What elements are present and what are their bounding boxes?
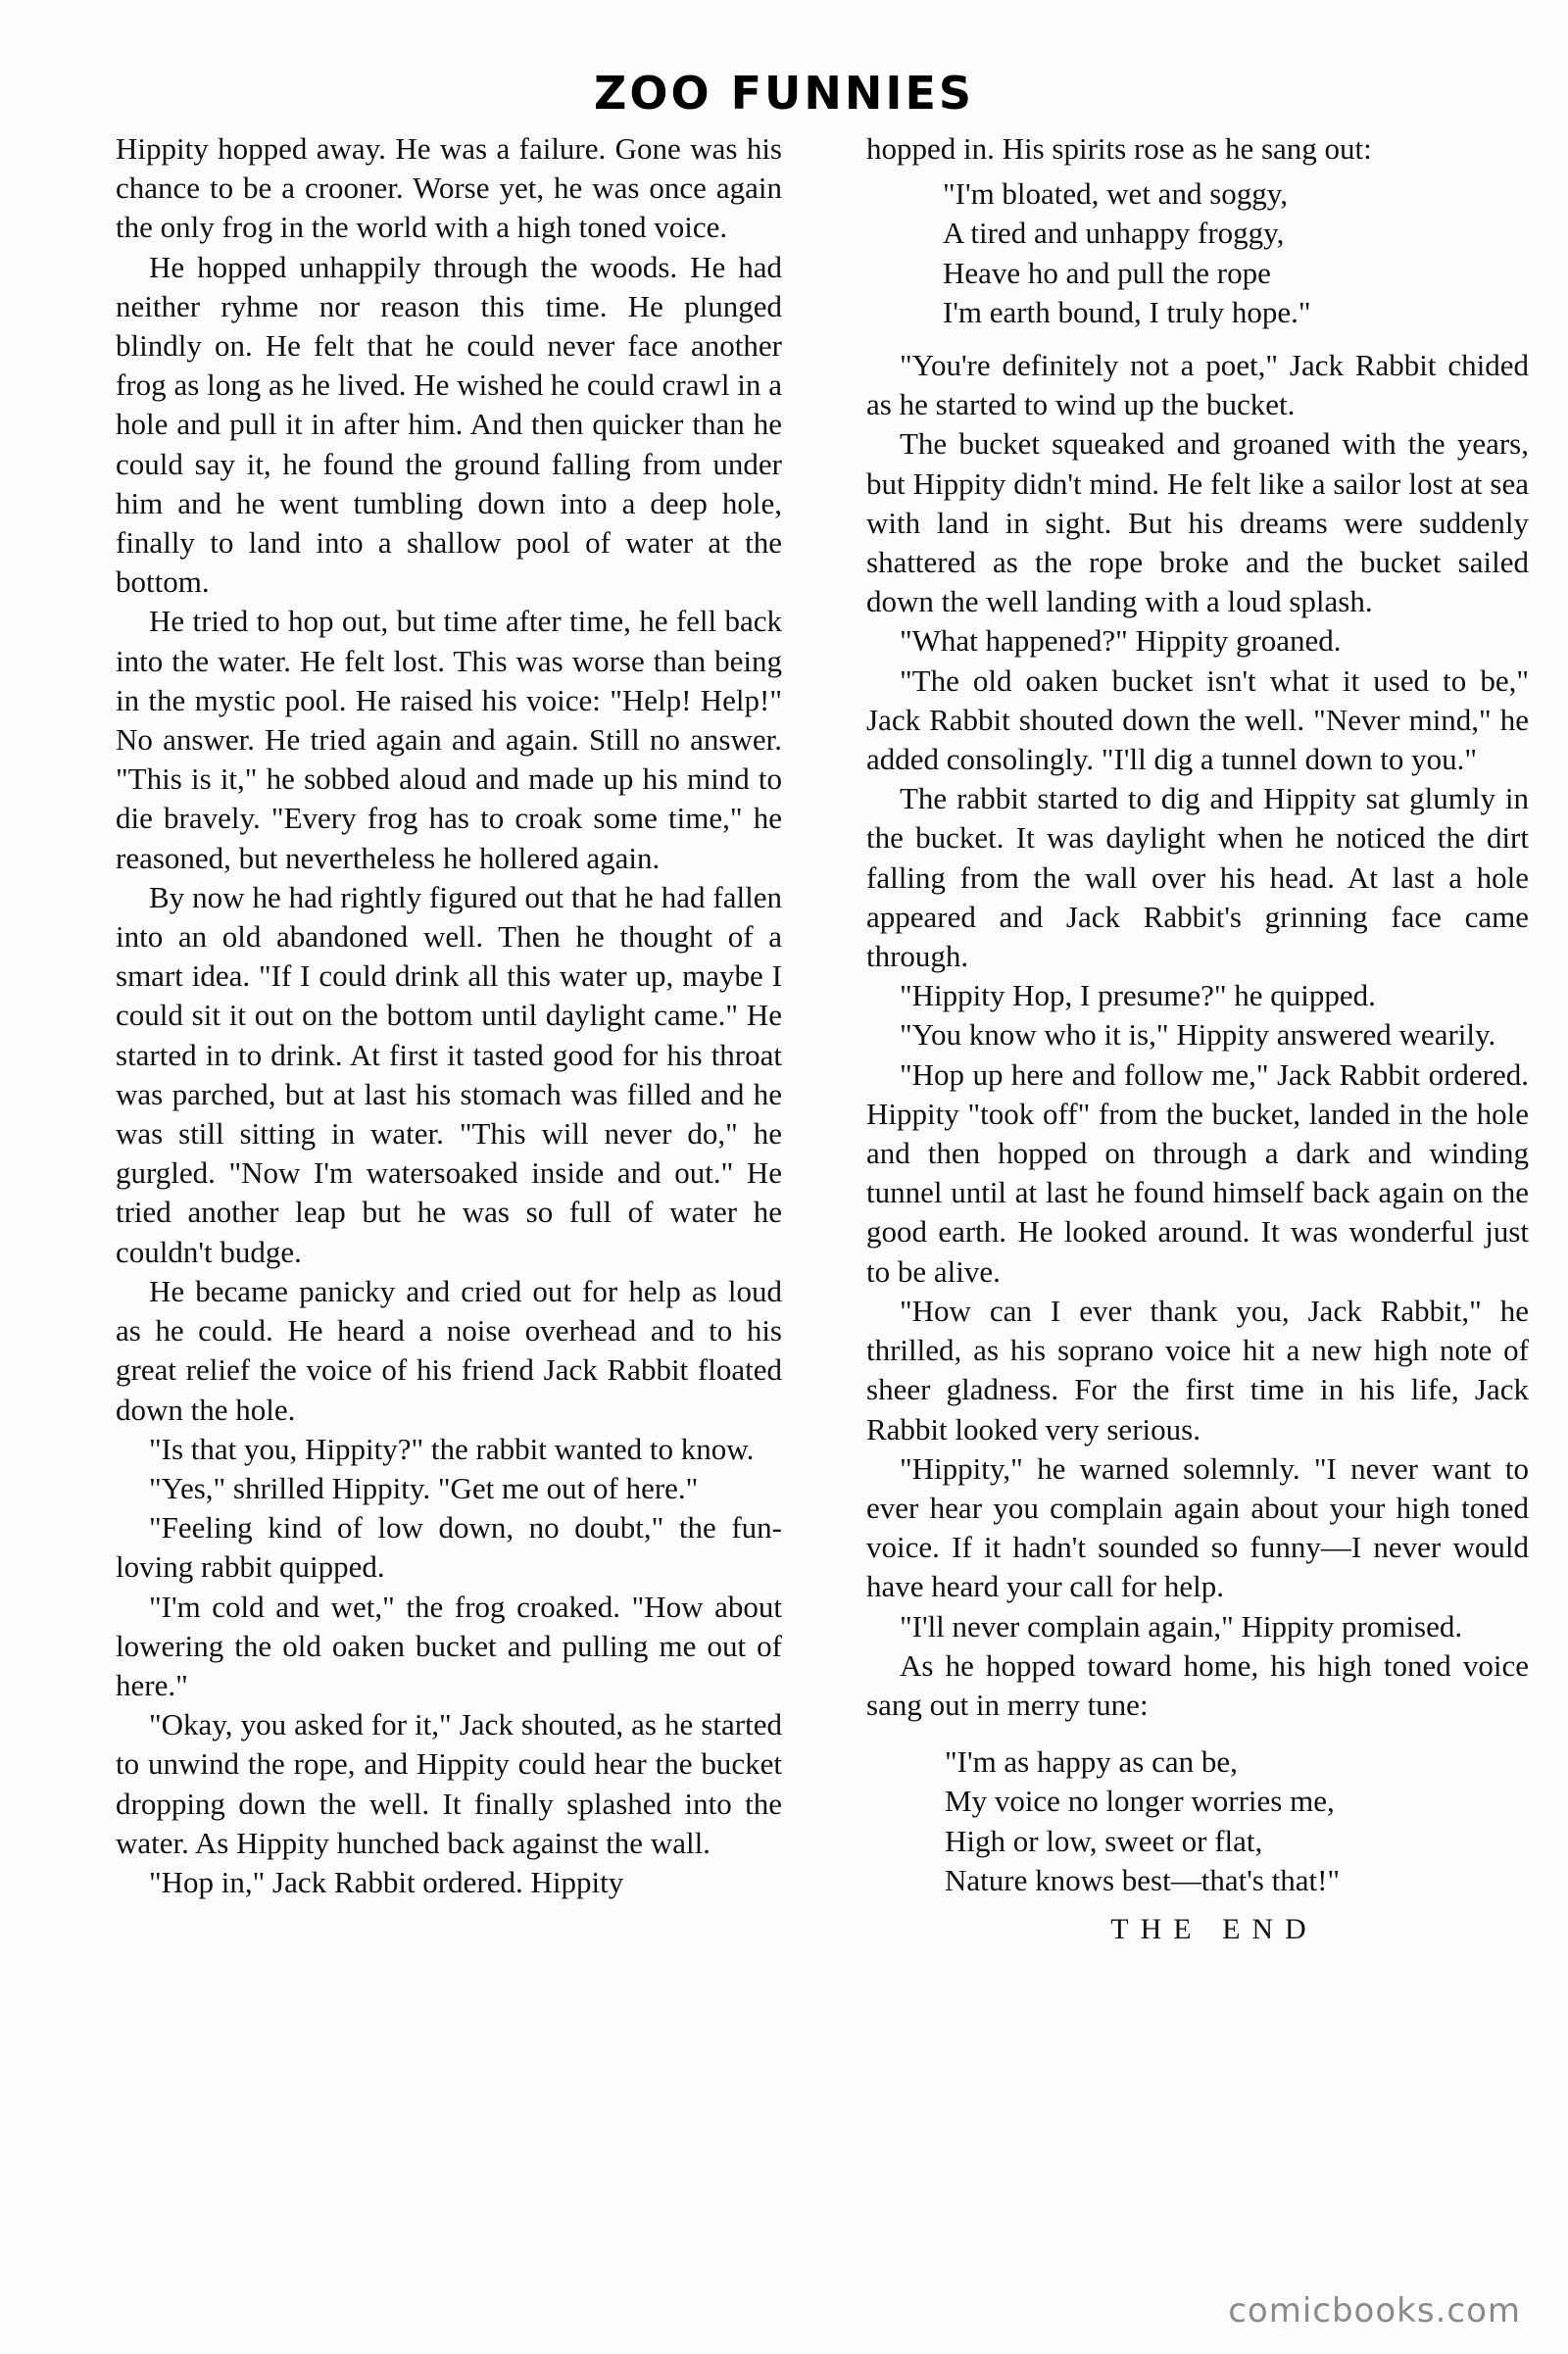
- left-column: [116, 129, 782, 1902]
- paragraph: hopped in. His spirits rose as he sang out:: [866, 131, 1372, 166]
- watermark: comicbooks.com: [1228, 2291, 1521, 2330]
- paragraph: "Hop up here and follow me," Jack Rabbit ordered. Hippity "took off" from the bucket, landed in the hole and then hopped on through a dark and winding tunnel until at last he found himself back again on the good earth. He looked around. It was wonderful just to be alive.: [866, 1056, 1529, 1289]
- page-title: ZOO FUNNIES: [593, 67, 975, 120]
- paragraph: "Is that you, Hippity?" the rabbit wanted to know.: [149, 1431, 755, 1466]
- paragraph: By now he had rightly figured out that he had fallen into an old abandoned well. Then he thought of a smart idea. "If I could drink all this water up, maybe I could sit it out on the bottom until daylight came." He started in to drink. At first it tasted good for his throat was parched, but at last his stomach was filled and he was still sitting in water. "This will never do," he gurgled. "Now I'm watersoaked inside and out." He tried another leap but he was so full of water he couldn't budge.: [116, 879, 782, 1269]
- poem-line: Nature knows best—that's that!": [945, 1862, 1341, 1897]
- paragraph: "You're definitely not a poet," Jack Rabbit chided as he started to wind up the bucket.: [866, 348, 1529, 422]
- paragraph: "The old oaken bucket isn't what it used to be," Jack Rabbit shouted down the well. "Never mind," he added consolingly. "I'll dig a tunnel down to you.": [866, 662, 1529, 777]
- paragraph: The bucket squeaked and groaned with the years, but Hippity didn't mind. He felt like a sailor lost at sea with land in sight. But his dreams were suddenly shattered as the rope broke and the bucket sailed down the well landing with a loud splash.: [866, 426, 1529, 619]
- paragraph: "Hippity," he warned solemnly. "I never want to ever hear you complain again about your high toned voice. If it hadn't sounded so funny—I never would have heard your call for help.: [866, 1450, 1529, 1604]
- poem-verse: [943, 174, 1529, 332]
- paragraph: "How can I ever thank you, Jack Rabbit," he thrilled, as his soprano voice hit a new high note of sheer gladness. For the first time in his life, Jack Rabbit looked very serious.: [866, 1293, 1529, 1447]
- poem-line: High or low, sweet or flat,: [945, 1823, 1263, 1858]
- paragraph: "I'll never complain again," Hippity promised.: [900, 1608, 1463, 1643]
- paragraph: Hippity hopped away. He was a failure. Gone was his chance to be a crooner. Worse yet, he was once again the only frog in the world with a high toned voice.: [116, 131, 782, 245]
- paragraph: He tried to hop out, but time after time, he fell back into the water. He felt lost. This was worse than being in the mystic pool. He raised his voice: "Help! Help!" No answer. He tried again and again. Still no answer. "This is it," he sobbed aloud and made up his mind to die bravely. "Every frog has to croak some time," he reasoned, but nevertheless he hollered again.: [116, 604, 782, 875]
- paragraph: He became panicky and cried out for help as loud as he could. He heard a noise overhead and to his great relief the voice of his friend Jack Rabbit floated down the hole.: [116, 1273, 782, 1427]
- paragraph: "Okay, you asked for it," Jack shouted, as he started to unwind the rope, and Hippity could hear the bucket dropping down the well. It finally splashed into the water. As Hippity hunched back against the wall.: [116, 1707, 782, 1860]
- paragraph: "Hop in," Jack Rabbit ordered. Hippity: [149, 1864, 624, 1899]
- the-end-label: THE END: [1110, 1912, 1318, 1945]
- paragraph: "What happened?" Hippity groaned.: [900, 623, 1342, 659]
- poem-line: "I'm as happy as can be,: [945, 1744, 1238, 1780]
- poem-line: A tired and unhappy froggy,: [943, 216, 1285, 251]
- poem-verse: [945, 1742, 1529, 1900]
- poem-line: "I'm bloated, wet and soggy,: [943, 176, 1288, 212]
- paragraph: "Feeling kind of low down, no doubt," the fun-loving rabbit quipped.: [116, 1510, 782, 1585]
- poem-line: I'm earth bound, I truly hope.": [943, 294, 1311, 329]
- poem-line: My voice no longer worries me,: [945, 1784, 1335, 1819]
- paragraph: "Yes," shrilled Hippity. "Get me out of here.": [149, 1470, 699, 1505]
- poem-line: Heave ho and pull the rope: [943, 255, 1271, 290]
- paragraph: "Hippity Hop, I presume?" he quipped.: [900, 978, 1376, 1013]
- paragraph: "You know who it is," Hippity answered wearily.: [900, 1017, 1496, 1053]
- right-column: [866, 129, 1529, 1949]
- paragraph: He hopped unhappily through the woods. He had neither ryhme nor reason this time. He plunged blindly on. He felt that he could never face another frog as long as he lived. He wished he could crawl in a hole and pull it in after him. And then quicker than he could say it, he found the ground falling from under him and he went tumbling down into a deep hole, finally to land into a shallow pool of water at the bottom.: [116, 249, 782, 600]
- paragraph: "I'm cold and wet," the frog croaked. "How about lowering the old oaken bucket and pulling me out of here.": [116, 1589, 782, 1702]
- paragraph: The rabbit started to dig and Hippity sat glumly in the bucket. It was daylight when he noticed the dirt falling from the wall over his head. At last a hole appeared and Jack Rabbit's grinning face came through.: [866, 781, 1529, 974]
- paragraph: As he hopped toward home, his high toned voice sang out in merry tune:: [866, 1647, 1529, 1722]
